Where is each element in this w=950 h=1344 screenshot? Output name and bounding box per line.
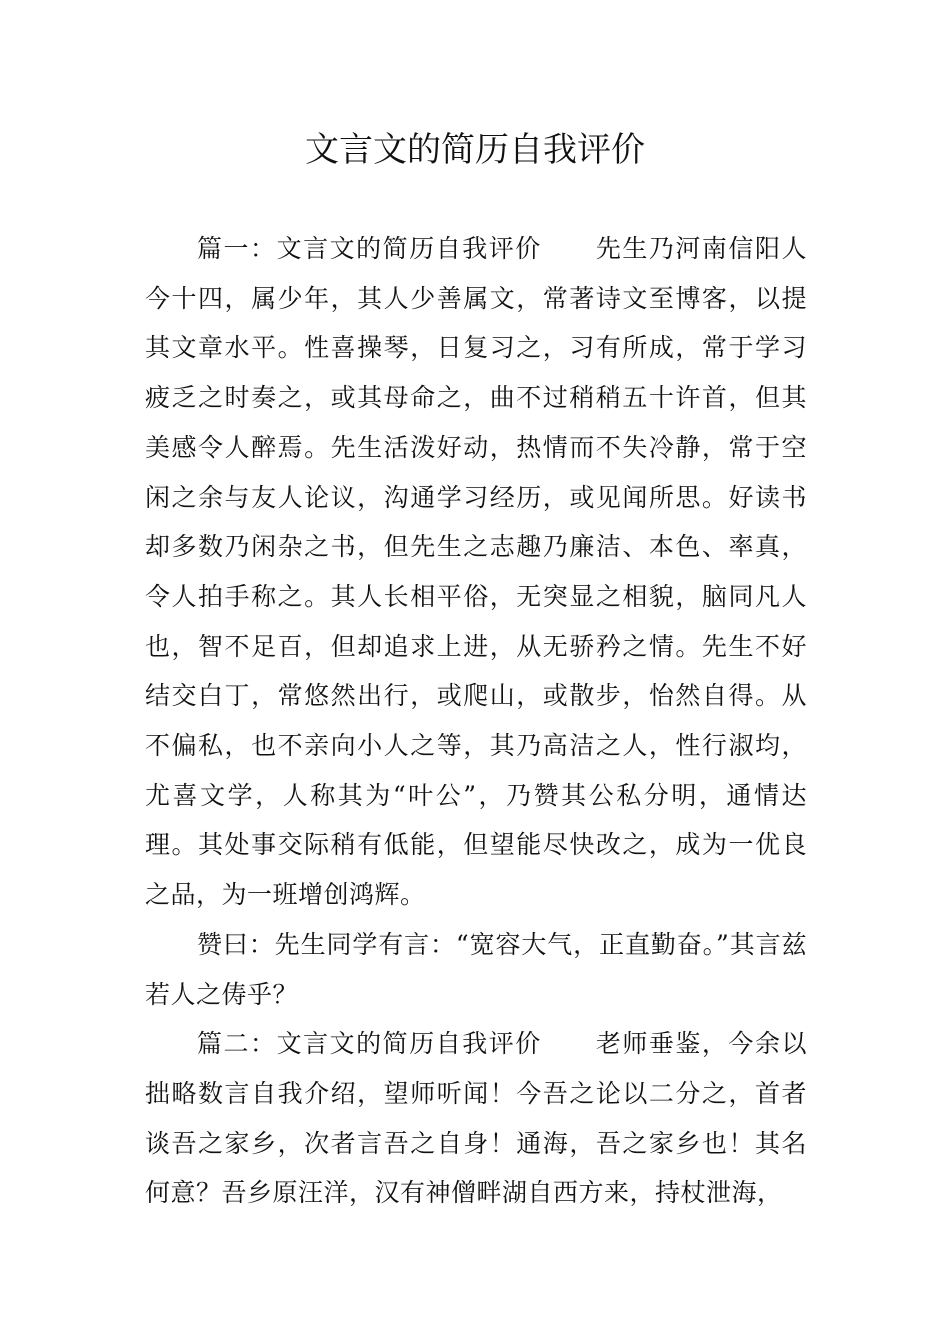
document-title: 文言文的简历自我评价 [305,130,645,170]
section-1-heading: 篇一：文言文的简历自我评价 [197,234,542,263]
section-2-paragraph [145,1019,807,1218]
section-2-text: 老师垂鉴，今余以拙略数言自我介绍，望师听闻！今吾之论以二分之，首者谈吾之家乡，次者言吾之自身！通海，吾之家乡也！其名何意？吾乡原汪洋，汉有神僧畔湖自西方来，持杖泄海， [145,1029,807,1208]
section-1-tribute-paragraph [145,920,807,1019]
section-1-text: 先生乃河南信阳人今十四，属少年，其人少善属文，常著诗文至博客，以提其文章水平。性喜操琴，日复习之，习有所成，常于学习疲乏之时奏之，或其母命之，曲不过稍稍五十许首，但其美感令人醉焉。先生活泼好动，热情而不失冷静，常于空闲之余与友人论议，沟通学习经历，或见闻所思。好读书却多数乃闲杂之书，但先生之志趣乃廉洁、本色、率真，令人拍手称之。其人长相平俗，无突显之相貌，脑同凡人也，智不足百，但却追求上进，从无骄矜之情。先生不好结交白丁，常悠然出行，或爬山，或散步，怡然自得。从不偏私，也不亲向小人之等，其乃高洁之人，性行淑均，尤喜文学，人称其为“叶公”，乃赞其公私分明，通情达理。其处事交际稍有低能，但望能尽快改之，成为一优良之品，为一班增创鸿辉。 [145,234,807,910]
section-1-paragraph [145,224,807,920]
document-body [145,224,807,1218]
section-2-heading: 篇二：文言文的简历自我评价 [197,1029,542,1059]
section-1-tribute-text: 赞曰：先生同学有言：“宽容大气，正直勤奋。”其言兹若人之俦乎？ [145,929,807,1009]
